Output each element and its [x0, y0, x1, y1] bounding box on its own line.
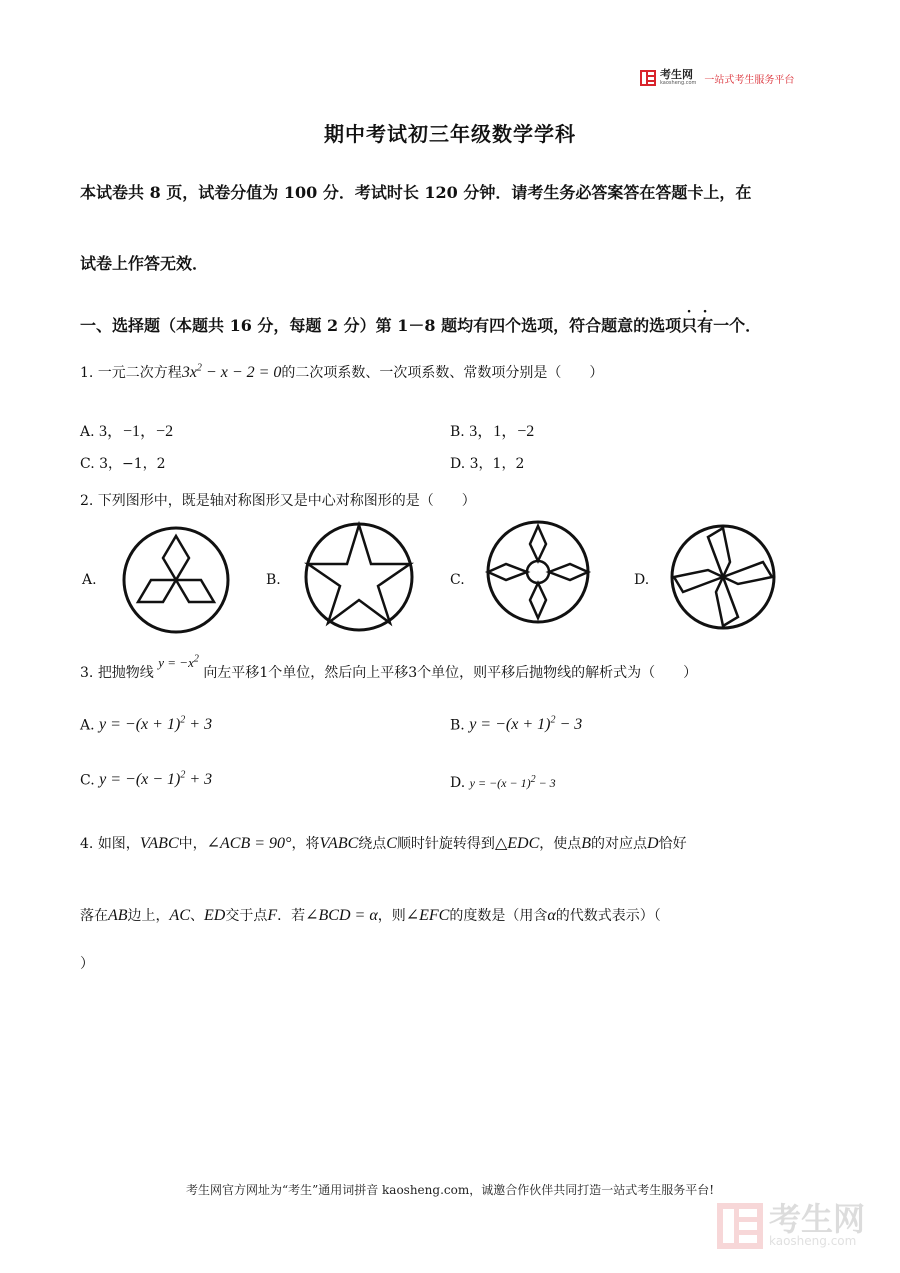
equation-part: y = −(x − 1) [99, 771, 181, 789]
math-term: ED [204, 907, 226, 924]
number: 3 [408, 665, 418, 681]
question-text: 把抛物线 [97, 665, 154, 681]
math-term: AC [169, 907, 190, 924]
mitsubishi-figure[interactable] [120, 524, 232, 636]
option-label: A. [80, 717, 95, 734]
equation-part: − x − 2 = 0 [201, 364, 282, 381]
equation-part: − 3 [535, 776, 556, 790]
q3-option-d[interactable] [450, 774, 556, 791]
math-term: B [581, 835, 592, 852]
equation-part: − 3 [555, 716, 583, 734]
q2-option-b-label[interactable]: B. [266, 572, 281, 588]
math-term: C [386, 835, 397, 852]
watermark [717, 1200, 866, 1249]
math-term: VABC [319, 835, 359, 852]
equation-part: y = −(x − 1) [469, 776, 531, 790]
equation-exponent: 2 [196, 362, 202, 374]
kaosheng-logo-icon [640, 70, 656, 86]
question-text: 一元二次方程 [97, 365, 182, 381]
question-text: 的对应点 [591, 836, 648, 852]
math-term: F [267, 907, 278, 924]
math-term: ∠EFC [405, 907, 450, 924]
q3-option-b[interactable] [450, 715, 582, 734]
question-text: 绕点 [358, 836, 387, 852]
intro-line-2: 试卷上作答无效． [80, 254, 209, 273]
question-2 [80, 490, 476, 510]
star-figure[interactable] [302, 520, 416, 634]
option-label: A. [80, 424, 95, 440]
number: 1 [259, 665, 269, 681]
q1-option-b[interactable] [450, 418, 534, 441]
page-footer: 考生网官方网址为“考生”通用词拼音 kaosheng.com，诚邀合作伙伴共同打造一站式考生服务平台! [185, 1183, 715, 1197]
question-number: 3. [80, 665, 94, 681]
equation-part: y = −(x + 1) [99, 716, 181, 734]
question-text: 顺时针旋转得到 [396, 836, 495, 852]
equation-part: 3x [181, 364, 197, 381]
option-equation [99, 771, 212, 788]
equation-part: y = −x [158, 655, 194, 670]
question-text: 中， [178, 836, 207, 852]
question-text: ．若 [277, 908, 306, 924]
question-3 [80, 653, 698, 682]
math-term: ∠BCD = α [305, 907, 378, 924]
equation-exponent: 2 [550, 715, 556, 726]
option-label: B. [450, 424, 465, 440]
option-text: 3，1，−2 [469, 423, 535, 440]
question-text: 边上， [127, 908, 170, 924]
brand-url: kaosheng.com [660, 80, 697, 86]
question-text: 向左平移 [203, 665, 260, 681]
question-text: 、 [190, 908, 204, 924]
question-number: 1. [80, 365, 94, 381]
equation-exponent: 2 [180, 770, 186, 781]
question-text: 的代数式表示）（ [555, 908, 661, 924]
question-4-line-2 [80, 905, 661, 925]
question-text: ，则 [377, 908, 406, 924]
brand-text [660, 70, 696, 86]
watermark-logo-icon [717, 1203, 763, 1249]
question-text: 如图， [97, 836, 140, 852]
flower-figure[interactable] [484, 518, 592, 626]
question-text: 落在 [80, 908, 108, 924]
equation-part: + 3 [185, 771, 213, 789]
equation-part: + 3 [185, 716, 213, 734]
option-label: B. [450, 717, 465, 734]
equation-exponent: 2 [180, 715, 186, 726]
option-label: C. [80, 456, 95, 472]
q2-option-a-label[interactable]: A. [82, 572, 97, 588]
math-term: α [547, 907, 556, 924]
brand-header [640, 70, 794, 86]
q1-option-d[interactable] [450, 453, 524, 473]
question-text: ，将 [291, 836, 320, 852]
equation [182, 364, 282, 381]
brand-name: 考生网 [660, 68, 693, 81]
pinwheel-figure[interactable] [668, 522, 778, 632]
section-heading-tail: 一个． [713, 316, 762, 335]
emphasis-char-1: 只 [681, 316, 698, 335]
equation [158, 655, 199, 670]
option-text: 3，−1，2 [99, 456, 166, 472]
intro-line-1: 本试卷共 8 页，试卷分值为 100 分．考试时长 120 分钟．请考生务必答案答在答题卡上，在 [80, 183, 752, 202]
question-text: 恰好 [658, 836, 687, 852]
question-4-line-3: ） [80, 956, 94, 972]
question-text: 的二次项系数、一次项系数、常数项分别是（ ） [281, 365, 604, 381]
watermark-name: 考生网 [769, 1200, 866, 1238]
watermark-url: kaosheng.com [769, 1234, 857, 1248]
math-term: VABC [139, 835, 179, 852]
section-heading [80, 313, 761, 336]
option-text: 3，−1，−2 [99, 423, 174, 440]
question-text: 交于点 [225, 908, 268, 924]
question-text: 的度数是（用含 [449, 908, 548, 924]
option-equation [469, 716, 582, 733]
option-label: C. [80, 772, 95, 789]
question-text: 下列图形中，既是轴对称图形又是中心对称图形的是（ ） [97, 493, 476, 509]
q1-option-c[interactable] [80, 453, 166, 473]
q2-option-d-label[interactable]: D. [634, 572, 650, 588]
option-text: 3，1，2 [469, 456, 525, 472]
q1-option-a[interactable] [80, 418, 173, 441]
q3-option-c[interactable] [80, 770, 212, 789]
q2-option-c-label[interactable]: C. [450, 572, 465, 588]
option-equation [99, 716, 212, 733]
equation-part: y = −(x + 1) [469, 716, 551, 734]
page-title: 期中考试初三年级数学学科 [324, 122, 576, 146]
option-equation [470, 776, 556, 790]
question-text: 个单位，则平移后抛物线的解析式为（ ） [417, 665, 698, 681]
question-text: 个单位，然后向上平移 [268, 665, 409, 681]
question-number: 4. [80, 836, 94, 852]
question-number: 2. [80, 493, 94, 509]
equation-exponent: 2 [193, 653, 199, 665]
math-term: ∠ACB = 90° [206, 835, 292, 852]
math-term: D [647, 835, 659, 852]
option-label: D. [450, 775, 466, 791]
math-term: △EDC [494, 835, 540, 852]
question-text: ，使点 [539, 836, 582, 852]
math-term: AB [108, 907, 128, 924]
section-heading-text: 一、选择题（本题共 16 分，每题 2 分）第 1－8 题均有四个选项，符合题意的选项 [80, 316, 682, 335]
emphasis-char-2: 有 [697, 316, 714, 335]
brand-slogan: 一站式考生服务平台 [704, 74, 795, 86]
watermark-text [769, 1200, 866, 1248]
question-4-line-1 [80, 833, 687, 853]
question-1 [80, 362, 603, 382]
option-label: D. [450, 456, 466, 472]
equation-exponent: 2 [530, 774, 536, 785]
q3-option-a[interactable] [80, 715, 212, 734]
